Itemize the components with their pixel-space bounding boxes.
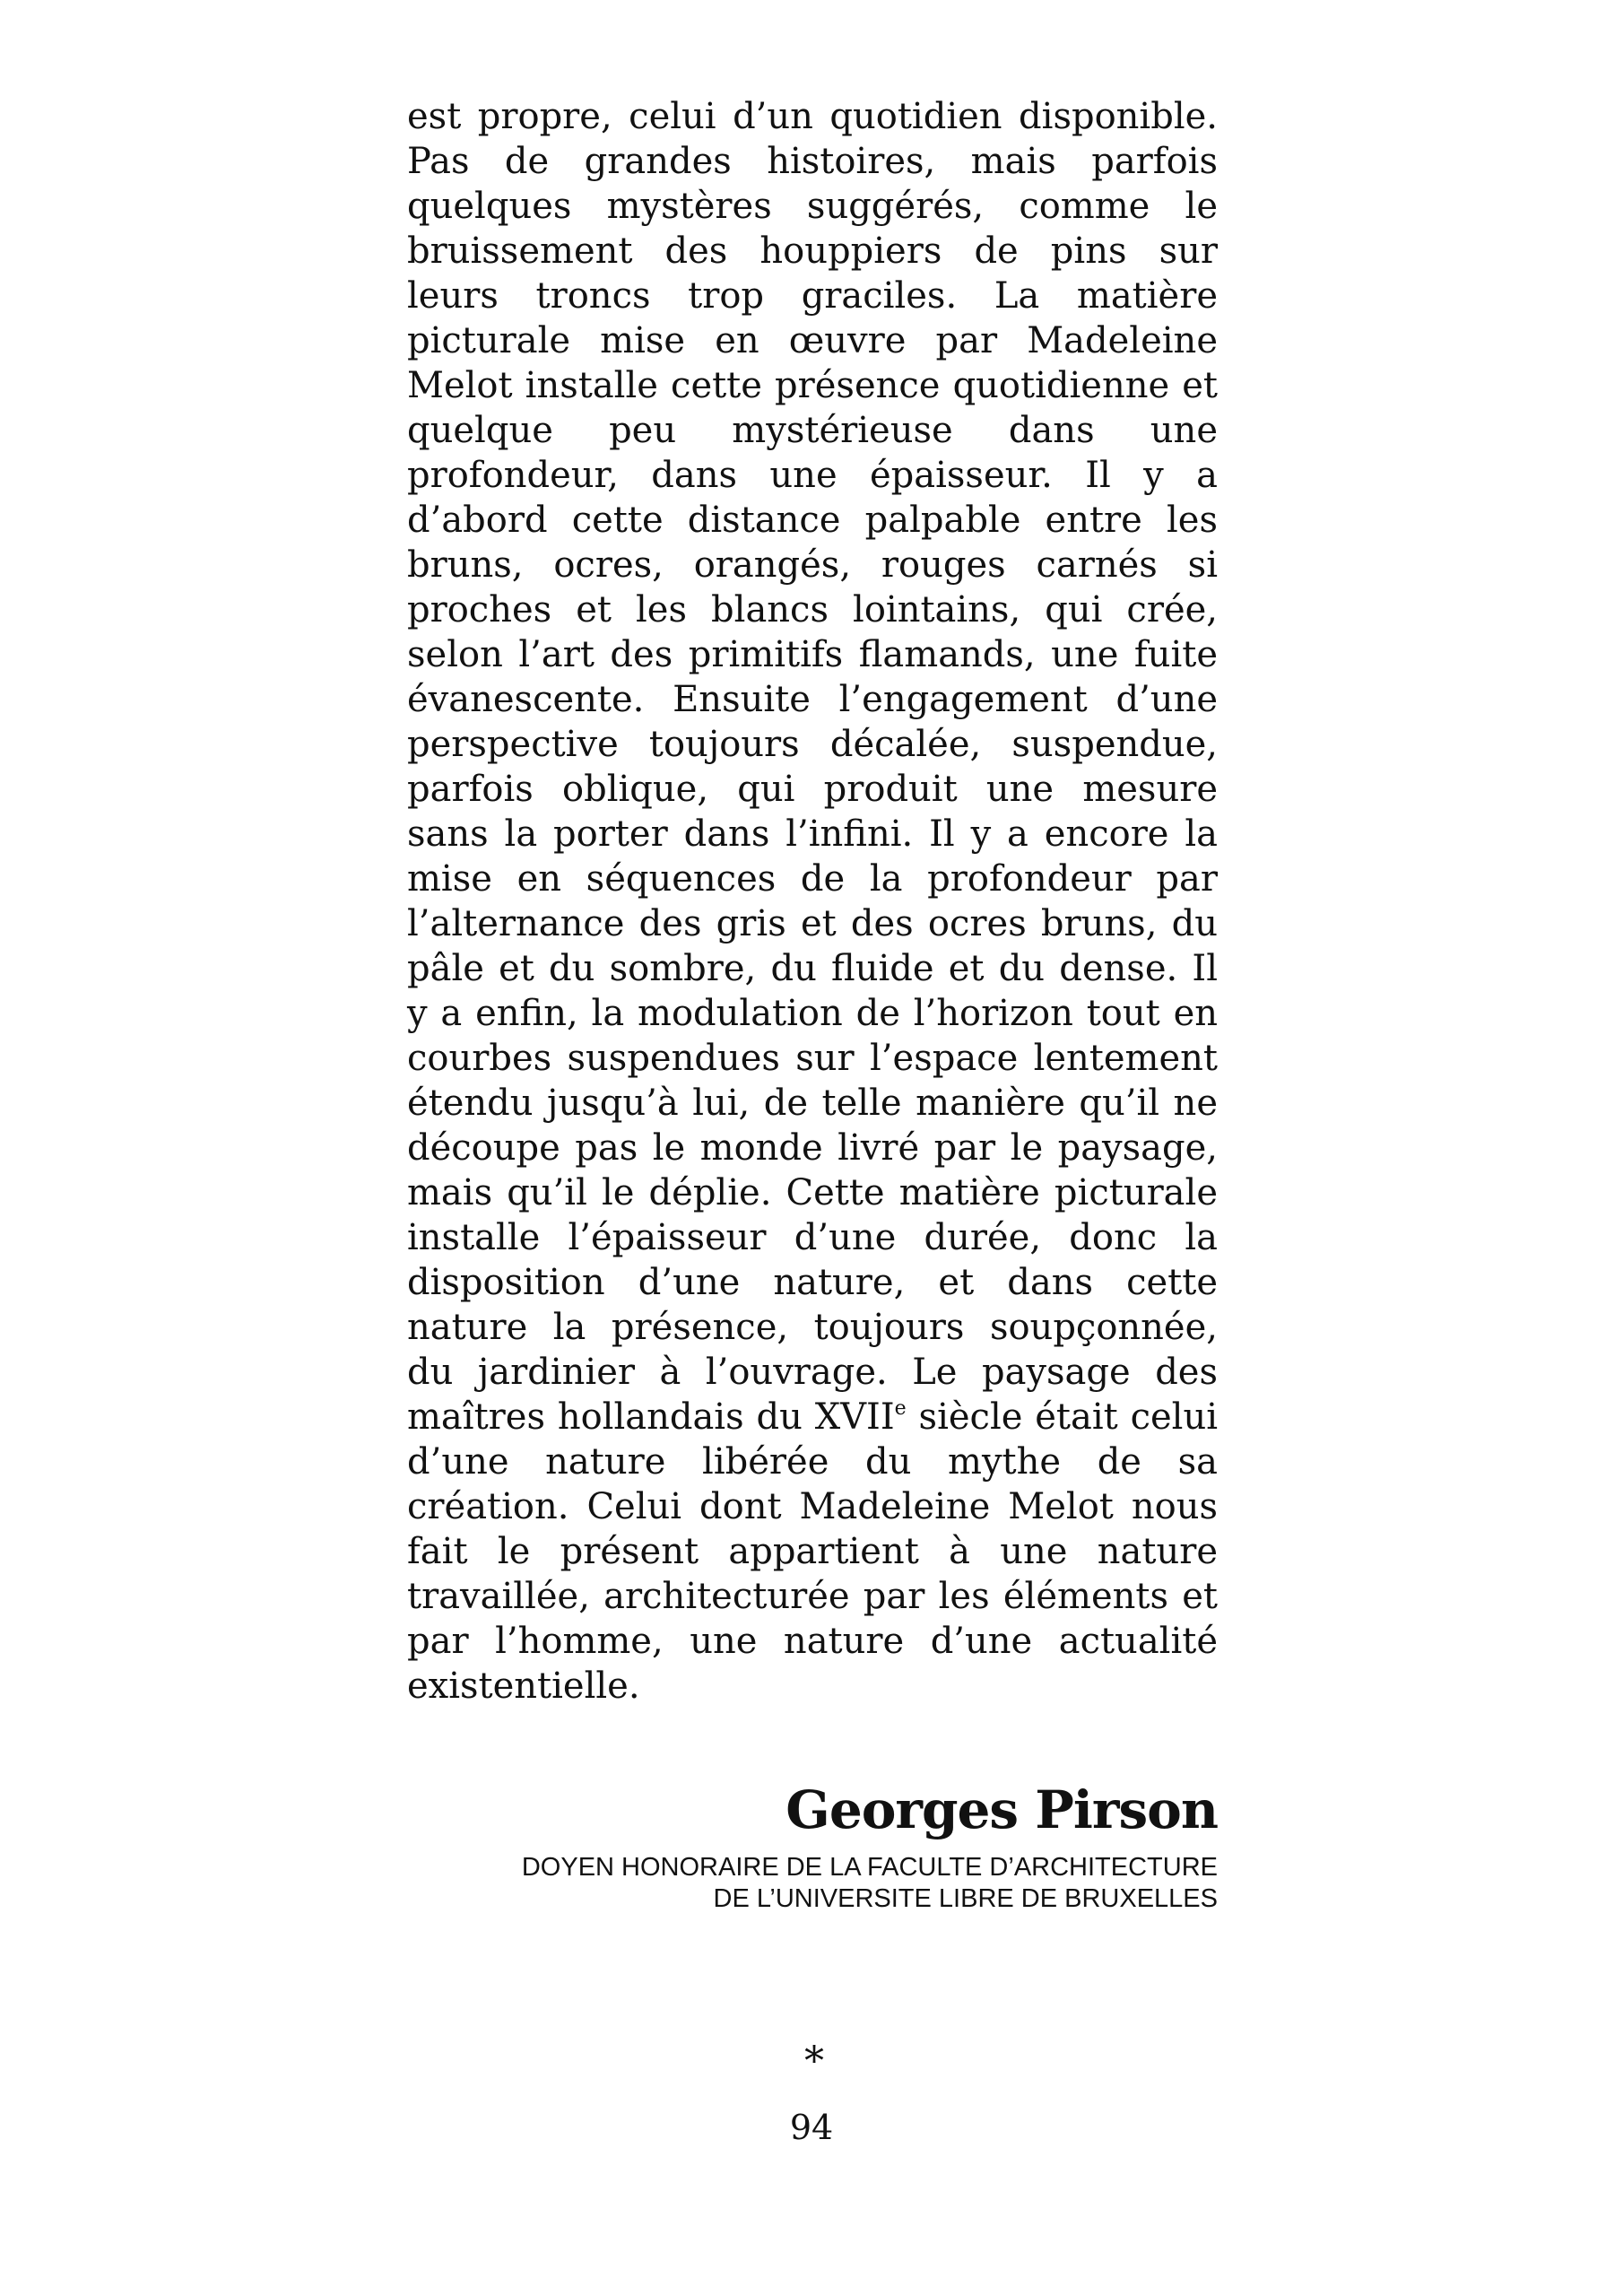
superscript-e: e xyxy=(894,1397,907,1420)
affiliation-line-1: DOYEN HONORAIRE DE LA FACULTE D’ARCHITECTURE xyxy=(521,1853,1218,1882)
author-name: Georges Pirson xyxy=(785,1779,1218,1840)
affiliation-line-2: DE L’UNIVERSITE LIBRE DE BRUXELLES xyxy=(713,1884,1218,1913)
author-affiliation xyxy=(407,1852,1218,1915)
page-number: 94 xyxy=(789,2108,834,2147)
signature-block xyxy=(407,1780,1218,1915)
body-text-part-1: est propre, celui d’un quotidien disponible. Pas de grandes histoires, mais parfois quelques mystères suggérés, comme le bruissement des houppiers de pins sur leurs troncs trop graciles. La matière picturale mise en œuvre par Madeleine Melot installe cette présence quotidienne et quelque peu mystérieuse dans une profondeur, dans une épaisseur. Il y a d’abord cette distance palpable entre les bruns, ocres, orangés, rouges carnés si proches et les blancs lointains, qui crée, selon l’art des primitifs flamands, une fuite évanescente. Ensuite l’engagement d’une perspective toujours décalée, suspendue, parfois oblique, qui produit une mesure sans la porter dans l’infini. Il y a encore la mise en séquences de la profondeur par l’alternance des gris et des ocres bruns, du pâle et du sombre, du fluide et du dense. Il y a enfin, la modulation de l’horizon tout en courbes suspendues sur l’espace lentement étendu jusqu’à lui, de telle manière qu’il ne découpe pas le monde livré par le paysage, mais qu’il le déplie. Cette matière picturale installe l’épaisseur d’une durée, donc la disposition d’une nature, et dans cette nature la présence, toujours soupçonnée, du jardinier à l’ouvrage. Le paysage des maîtres hollandais du XVII xyxy=(407,96,1218,1438)
section-separator-asterisk: * xyxy=(804,2039,824,2084)
body-text-part-2: siècle était celui d’une nature libérée du mythe de sa création. Celui dont Madeleine Melot nous fait le présent appartient à une nature travaillée, architecturée par les éléments et par l’homme, une nature d’une actualité existentielle. xyxy=(407,1396,1218,1707)
text-column xyxy=(407,94,1218,2084)
body-paragraph xyxy=(407,94,1218,1709)
